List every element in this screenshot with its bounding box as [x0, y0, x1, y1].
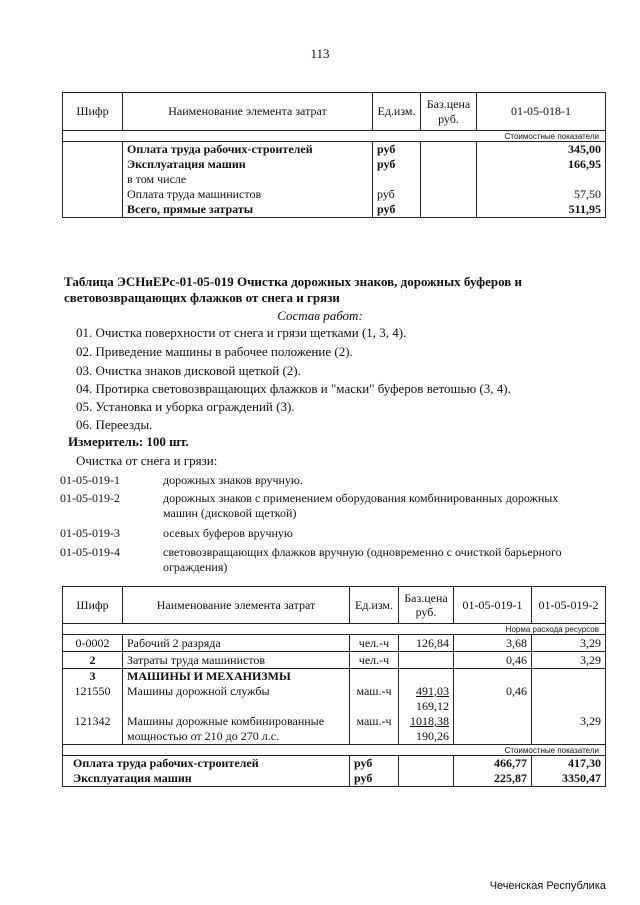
row-price-wage: 190,26: [416, 729, 449, 743]
row-value: 166,95: [477, 157, 606, 172]
row-unit: чел.-ч: [350, 635, 399, 652]
work-step: 02. Приведение машины в рабочее положение (2).: [76, 344, 353, 359]
table-row: [63, 157, 606, 172]
variant-text: дорожных знаков с применением оборудования комбинированных дорожных машин (дисковой щеткой): [163, 491, 559, 520]
col-header-rate-1: 01-05-019-1: [454, 587, 532, 624]
row-value: 57,50: [477, 187, 606, 202]
measure-unit: Измеритель: 100 шт.: [68, 434, 189, 449]
row-unit: чел.-ч: [350, 652, 399, 669]
variant-text: осевых буферов вручную: [163, 526, 293, 540]
row-name: Оплата труда рабочих-строителей: [63, 756, 350, 772]
row-unit: руб: [373, 157, 421, 172]
row-value-1: 0,46: [454, 684, 532, 714]
row-price-main: 1018,38: [410, 714, 449, 728]
row-unit: руб: [373, 187, 421, 202]
row-value: 511,95: [477, 202, 606, 218]
table-row: [63, 635, 606, 652]
table-header-row: [63, 93, 606, 131]
row-value-2: 3,29: [532, 635, 606, 652]
work-step: 04. Протирка световозвращающих флажков и "маски" буферов ветошью (3, 4).: [76, 381, 511, 396]
col-header-unit: Ед.изм.: [350, 587, 399, 624]
col-header-unit: Ед.изм.: [373, 93, 421, 131]
variant-code: 01-05-019-2: [60, 491, 120, 505]
row-name: Рабочий 2 разряда: [123, 635, 350, 652]
table-row: [63, 756, 606, 772]
variant-code: 01-05-019-3: [60, 526, 120, 540]
row-price: 126,84: [399, 635, 454, 652]
table-row: [63, 669, 606, 685]
variant-text: дорожных знаков вручную.: [163, 473, 303, 487]
row-unit: руб: [373, 202, 421, 218]
table-row: [63, 771, 606, 787]
cost-indicators-subheader: Стоимостные показатели: [63, 131, 606, 142]
col-header-name: Наименование элемента затрат: [123, 93, 373, 131]
row-name: Машины дорожной службы: [123, 684, 350, 714]
row-value-1: 225,87: [454, 771, 532, 787]
table-row: [63, 202, 606, 218]
row-value-2: 417,30: [532, 756, 606, 772]
col-header-name: Наименование элемента затрат: [123, 587, 350, 624]
col-header-code: Шифр: [63, 93, 123, 131]
col-header-code: Шифр: [63, 587, 123, 624]
col-header-price: Баз.цена руб.: [421, 93, 477, 131]
table-row: [63, 684, 606, 714]
row-code: 3: [63, 669, 123, 685]
col-header-rate-2: 01-05-019-2: [532, 587, 606, 624]
row-name: Оплата труда машинистов: [123, 187, 373, 202]
row-name: Затраты труда машинистов: [123, 652, 350, 669]
resource-norm-subheader: Норма расхода ресурсов: [63, 624, 606, 635]
row-unit: маш.-ч: [350, 714, 399, 745]
variants-intro: Очистка от снега и грязи:: [76, 453, 218, 468]
row-value: 345,00: [477, 142, 606, 158]
work-composition-label: Состав работ:: [277, 308, 363, 323]
row-code: 121342: [63, 714, 123, 745]
row-name: Машины дорожные комбинированные: [127, 714, 325, 728]
resource-table-01-05-019: [62, 586, 606, 787]
variant-code: 01-05-019-1: [60, 473, 120, 487]
table-row: [63, 142, 606, 158]
row-unit: маш.-ч: [350, 684, 399, 714]
row-value-2: 3,29: [532, 714, 606, 745]
table-row: [63, 652, 606, 669]
col-header-price: Баз.цена руб.: [399, 587, 454, 624]
row-unit: руб: [373, 142, 421, 158]
row-code: 2: [63, 652, 123, 669]
row-name: Оплата труда рабочих-строителей: [123, 142, 373, 158]
row-value-1: [454, 714, 532, 745]
page-number: 113: [310, 46, 330, 61]
row-name: МАШИНЫ И МЕХАНИЗМЫ: [123, 669, 350, 685]
footer-region: Чеченская Республика: [489, 880, 606, 892]
work-step: 06. Переезды.: [76, 417, 153, 432]
row-value-2: 3,29: [532, 652, 606, 669]
row-unit: руб: [350, 756, 399, 772]
cost-table-01-05-018: [62, 92, 606, 218]
row-name: Эксплуатация машин: [123, 157, 373, 172]
variant-code: 01-05-019-4: [60, 545, 120, 559]
col-header-rate: 01-05-018-1: [477, 93, 606, 131]
work-step: 01. Очистка поверхности от снега и грязи щетками (1, 3, 4).: [76, 325, 407, 340]
row-name-cont: мощностью от 210 до 270 л.с.: [127, 729, 280, 743]
row-price-wage: 169,12: [416, 699, 449, 713]
row-value-1: 3,68: [454, 635, 532, 652]
table-row: [63, 187, 606, 202]
table-header-row: [63, 587, 606, 624]
cost-indicators-subheader: Стоимостные показатели: [63, 745, 606, 756]
row-name: Всего, прямые затраты: [123, 202, 373, 218]
row-value-2: [532, 684, 606, 714]
row-value-1: 466,77: [454, 756, 532, 772]
row-value-1: 0,46: [454, 652, 532, 669]
row-price-main: 491,03: [416, 684, 449, 698]
row-code: 121550: [63, 684, 123, 714]
work-step: 03. Очистка знаков дисковой щеткой (2).: [76, 363, 301, 378]
row-name: Эксплуатация машин: [63, 771, 350, 787]
work-step: 05. Установка и уборка ограждений (3).: [76, 399, 295, 414]
variant-text: световозвращающих флажков вручную (одновременно с очисткой барьерного ограждения): [163, 545, 562, 574]
row-name: в том числе: [123, 172, 373, 187]
table-row: [63, 172, 606, 187]
row-value-2: 3350,47: [532, 771, 606, 787]
table-row: [63, 714, 606, 745]
section-title: Таблица ЭСНиЕРс-01-05-019 Очистка дорожных знаков, дорожных буферов и световозвращающих флажков от снега и грязи: [64, 274, 523, 305]
row-unit: руб: [350, 771, 399, 787]
row-code: 0-0002: [63, 635, 123, 652]
